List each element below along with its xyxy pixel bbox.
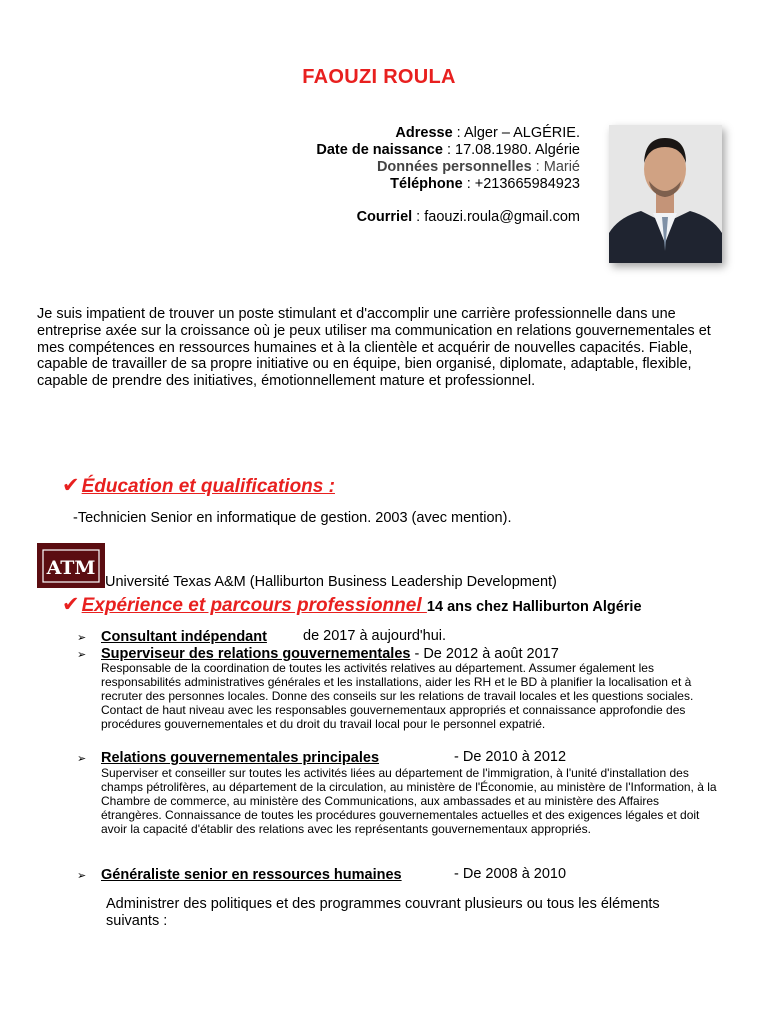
texas-am-logo	[37, 543, 105, 588]
job-title: Consultant indépendant	[101, 629, 267, 645]
job-title: Superviseur des relations gouvernementales	[101, 646, 411, 662]
phone-value: : +213665984923	[462, 176, 580, 192]
experience-heading	[62, 592, 642, 617]
phone-line	[390, 176, 580, 193]
experience-subtitle: 14 ans chez Halliburton Algérie	[426, 599, 642, 615]
job-description: Responsable de la coordination de toutes les activités relatives au département. Assumer également les responsabilités administratives générales et les installations, aider les RH et le BD à planifier la localisation et à recruter des personnes locales. Donne des conseils sur les relations de travail locales et les questions sociales. Contact de haut niveau avec les responsables gouvernementaux appropriés et connaissance approfondie des procédures gouvernementales et du droit du travail local pour le personnel expatrié.	[101, 661, 694, 731]
job-date: - De 2012 à août 2017	[410, 646, 559, 662]
email-value: : faouzi.roula@gmail.com	[412, 209, 580, 225]
personal-value: : Marié	[531, 159, 580, 175]
personal-label: Données personnelles	[376, 159, 532, 175]
job-title: Relations gouvernementales principales	[101, 750, 380, 766]
birth-label: Date de naissance	[316, 142, 443, 158]
experience-title: Expérience et parcours professionnel	[81, 595, 427, 616]
address-value: : Alger – ALGÉRIE.	[452, 125, 580, 141]
birth-value: : 17.08.1980. Algérie	[442, 142, 580, 158]
birth-line	[316, 142, 580, 159]
email-label: Courriel	[356, 209, 413, 225]
education-item: -Technicien Senior en informatique de gestion. 2003 (avec mention).	[73, 510, 512, 526]
arrow-bullet-icon: ➢	[77, 632, 87, 644]
address-label: Adresse	[395, 125, 453, 141]
arrow-bullet-icon: ➢	[77, 870, 87, 882]
email-line	[357, 209, 580, 226]
person-portrait-icon	[609, 125, 722, 263]
profile-photo	[609, 125, 722, 263]
education-title: Éducation et qualifications :	[81, 476, 335, 497]
job-date: - De 2008 à 2010	[454, 866, 567, 882]
checkmark-icon: ✔	[62, 593, 80, 616]
job-item	[77, 628, 267, 646]
job-title: Généraliste senior en ressources humaines	[101, 867, 402, 883]
job-item	[77, 866, 402, 884]
profile-summary: Je suis impatient de trouver un poste stimulant et d'accomplir une carrière professionnelle dans une entreprise axée sur la croissance où je peux utiliser ma communication en relations gouvernementales et mes compétences en ressources humaines et à la clientèle et acquérir de nouvelles capacités. Fiable, capable de travailler de sa propre initiative ou en équipe, bien organisé, diplomate, adaptable, flexible, capable de prendre des initiatives, émotionnellement mature et professionnel.	[37, 306, 711, 390]
address-line	[395, 125, 580, 142]
arrow-bullet-icon: ➢	[77, 753, 87, 765]
arrow-bullet-icon: ➢	[77, 649, 87, 661]
phone-label: Téléphone	[390, 176, 463, 192]
university-line: Université Texas A&M (Halliburton Business Leadership Development)	[105, 574, 557, 590]
personal-line	[377, 159, 580, 176]
checkmark-icon: ✔	[62, 474, 80, 497]
education-heading	[62, 473, 335, 498]
university-logo-icon	[37, 543, 105, 588]
job-date: de 2017 à aujourd'hui.	[303, 628, 447, 644]
job-date: - De 2010 à 2012	[454, 749, 567, 765]
logo-text: ATM	[46, 557, 96, 579]
candidate-name: FAOUZI ROULA	[302, 66, 456, 88]
job-item	[77, 749, 379, 767]
job-description: Administrer des politiques et des programmes couvrant plusieurs ou tous les éléments suivants :	[106, 896, 660, 929]
job-description: Superviser et conseiller sur toutes les activités liées au département de l'immigration, à l'unité d'installation des champs pétrolifères, au département de la circulation, au ministère de l'Économie, au ministère de l'Information, à la Chambre de commerce, au ministère des Communications, aux ambassades et au ministère des Affaires étrangères. Connaissance de toutes les procédures gouvernementales actuelles et des exigences légales et doit avoir la capacité d'établir des relations avec les représentants gouvernementaux appropriés.	[101, 766, 717, 836]
